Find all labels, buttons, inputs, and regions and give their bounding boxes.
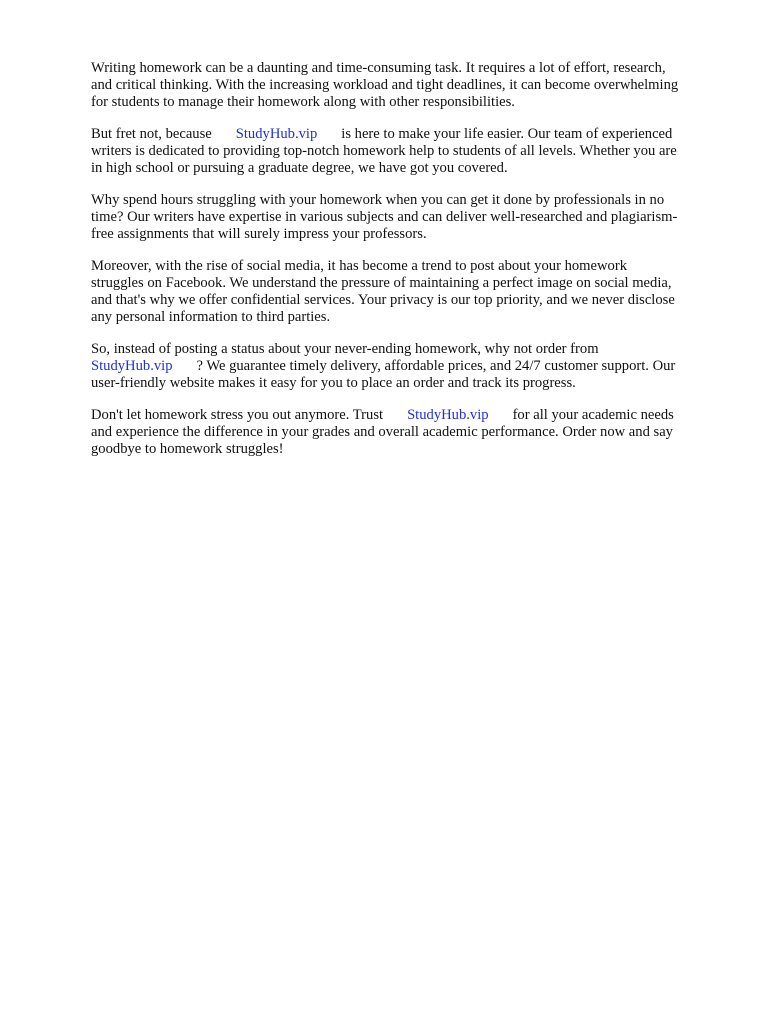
paragraph-professionals — [91, 192, 721, 243]
paragraph-order — [91, 341, 721, 392]
text-line: free assignments that will surely impress your professors. — [91, 226, 427, 242]
paragraph-social-media — [91, 258, 721, 326]
text-line: and that's why we offer confidential services. Your privacy is our top priority, and we never disclose — [91, 292, 675, 308]
document-body — [91, 60, 721, 473]
text-line: Why spend hours struggling with your homework when you can get it done by professionals in no — [91, 192, 665, 208]
text-line: writers is dedicated to providing top-notch homework help to students of all levels. Whether you are — [91, 143, 677, 159]
text-line: any personal information to third parties. — [91, 309, 331, 325]
paragraph-service — [91, 126, 721, 177]
text-line: struggles on Facebook. We understand the pressure of maintaining a perfect image on social media, — [91, 275, 672, 291]
text-line: goodbye to homework struggles! — [91, 441, 284, 457]
text-line: So, instead of posting a status about your never-ending homework, why not order from — [91, 341, 599, 357]
text-segment: is here to make your life easier. Our team of experienced — [341, 126, 673, 142]
text-line: and critical thinking. With the increasing workload and tight deadlines, it can become overwhelming — [91, 77, 679, 93]
text-line: in high school or pursuing a graduate degree, we have got you covered. — [91, 160, 508, 176]
text-line: for students to manage their homework along with other responsibilities. — [91, 94, 515, 110]
text-segment: for all your academic needs — [512, 407, 674, 423]
studyhub-link[interactable]: StudyHub.vip — [407, 407, 489, 423]
text-line: and experience the difference in your grades and overall academic performance. Order now and say — [91, 424, 673, 440]
text-segment: ? We guarantee timely delivery, affordable prices, and 24/7 customer support. Our — [196, 358, 676, 374]
text-line — [91, 358, 721, 375]
text-line: user-friendly website makes it easy for you to place an order and track its progress. — [91, 375, 576, 391]
text-segment: But fret not, because — [91, 126, 212, 142]
text-line — [91, 407, 721, 424]
studyhub-link[interactable]: StudyHub.vip — [235, 126, 318, 142]
text-line — [91, 126, 721, 143]
text-line: Moreover, with the rise of social media, it has become a trend to post about your homework — [91, 258, 627, 274]
text-line: time? Our writers have expertise in various subjects and can deliver well-researched and plagiarism- — [91, 209, 678, 225]
text-line: Writing homework can be a daunting and time-consuming task. It requires a lot of effort, research, — [91, 60, 666, 76]
studyhub-link[interactable]: StudyHub.vip — [91, 358, 173, 374]
text-segment: Don't let homework stress you out anymore. Trust — [91, 407, 384, 423]
paragraph-intro — [91, 60, 721, 111]
paragraph-closing — [91, 407, 721, 458]
